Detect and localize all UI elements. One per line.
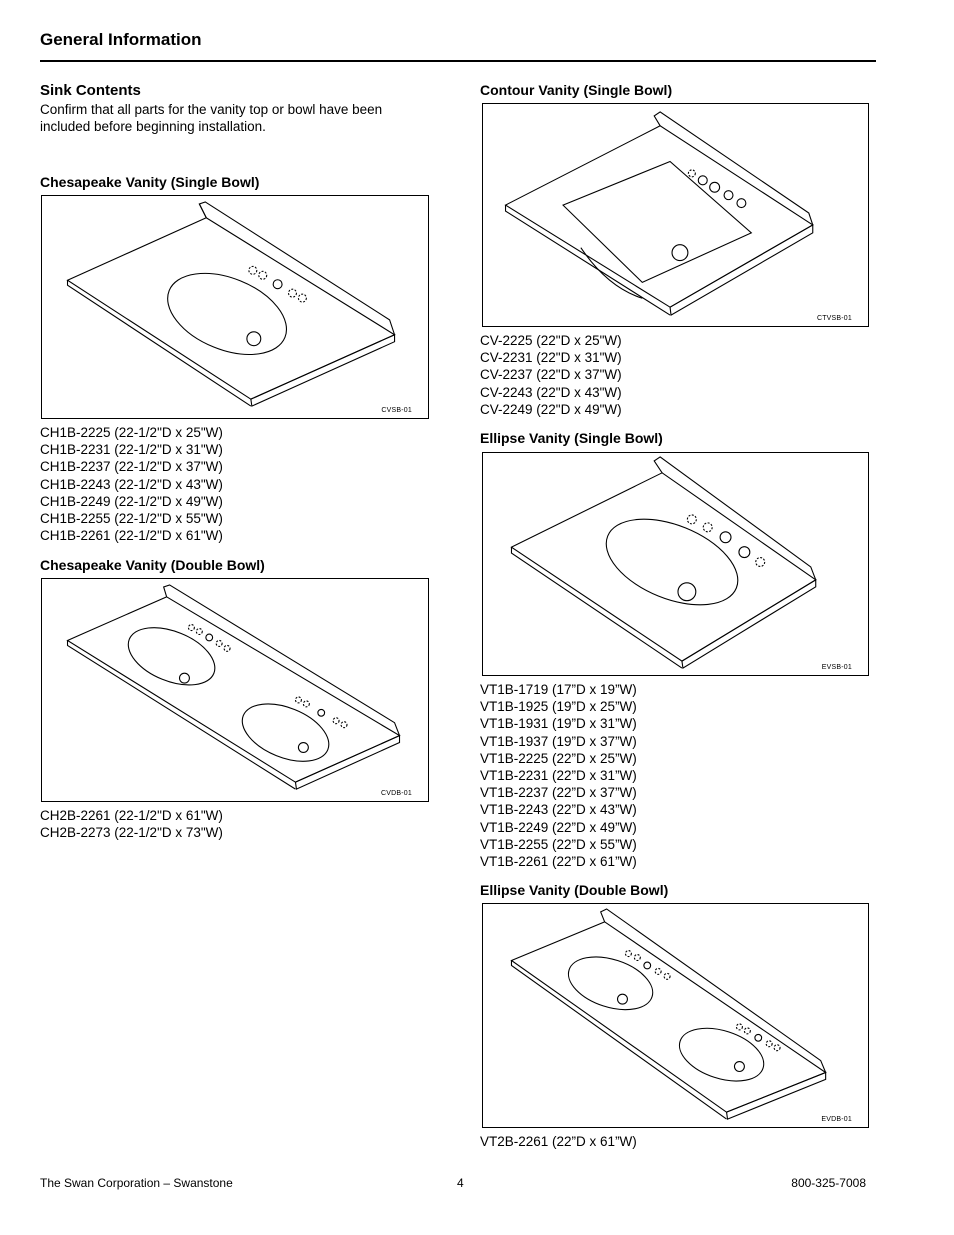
ellipse-single-model-list bbox=[480, 681, 637, 870]
contour-single-title: Contour Vanity (Single Bowl) bbox=[480, 82, 673, 98]
page-header-title: General Information bbox=[40, 30, 202, 49]
chesapeake-double-figure-code: CVDB-01 bbox=[381, 790, 412, 797]
ellipse-double-title: Ellipse Vanity (Double Bowl) bbox=[480, 882, 669, 898]
ellipse-single-title: Ellipse Vanity (Single Bowl) bbox=[480, 430, 663, 446]
list-item: CH1B-2261 (22-1/2"D x 61"W) bbox=[40, 528, 223, 544]
header-divider bbox=[40, 60, 876, 62]
list-item: VT1B-2231 (22”D x 31”W) bbox=[480, 768, 637, 784]
ellipse-single-figure-code: EVSB-01 bbox=[821, 664, 852, 671]
list-item: VT1B-1719 (17”D x 19”W) bbox=[480, 682, 637, 697]
chesapeake-single-model-list bbox=[40, 424, 223, 544]
list-item: CV-2249 (22"D x 49"W) bbox=[480, 401, 622, 417]
contour-single-figure-code: CTVSB-01 bbox=[816, 315, 852, 322]
footer-company: The Swan Corporation – Swanstone bbox=[40, 1176, 233, 1190]
sink-contents-title: Sink Contents bbox=[40, 82, 141, 99]
list-item: CH1B-2231 (22-1/2"D x 31"W) bbox=[40, 442, 223, 458]
list-item: CH1B-2243 (22-1/2"D x 43"W) bbox=[40, 476, 223, 492]
list-item: CV-2237 (22"D x 37"W) bbox=[480, 367, 622, 383]
chesapeake-single-title: Chesapeake Vanity (Single Bowl) bbox=[40, 174, 260, 190]
list-item: CH1B-2255 (22-1/2"D x 55"W) bbox=[40, 511, 223, 527]
chesapeake-single-drawing bbox=[42, 196, 428, 418]
contour-single-figure bbox=[482, 103, 869, 327]
list-item: VT1B-2243 (22”D x 43”W) bbox=[480, 802, 637, 818]
list-item: VT1B-2249 (22”D x 49”W) bbox=[480, 819, 637, 835]
chesapeake-double-title: Chesapeake Vanity (Double Bowl) bbox=[40, 557, 265, 573]
list-item: VT1B-1925 (19”D x 25”W) bbox=[480, 699, 637, 715]
list-item: CH2B-2273 (22-1/2"D x 73"W) bbox=[40, 825, 223, 841]
list-item: CV-2225 (22"D x 25"W) bbox=[480, 333, 622, 348]
ellipse-single-drawing bbox=[483, 453, 868, 675]
chesapeake-single-figure-code: CVSB-01 bbox=[381, 407, 412, 414]
chesapeake-single-figure bbox=[41, 195, 429, 419]
list-item: CH1B-2225 (22-1/2"D x 25"W) bbox=[40, 425, 223, 440]
chesapeake-double-figure bbox=[41, 578, 429, 802]
list-item: CH1B-2249 (22-1/2"D x 49"W) bbox=[40, 493, 223, 509]
footer-phone: 800-325-7008 bbox=[791, 1176, 866, 1190]
ellipse-double-drawing bbox=[483, 904, 868, 1127]
list-item: VT2B-2261 (22”D x 61”W) bbox=[480, 1134, 637, 1149]
sink-contents-description: Confirm that all parts for the vanity top or bowl have been included before beginning installation. bbox=[40, 102, 383, 134]
list-item: VT1B-2237 (22”D x 37”W) bbox=[480, 785, 637, 801]
ellipse-single-figure bbox=[482, 452, 869, 676]
ellipse-double-figure bbox=[482, 903, 869, 1128]
list-item: CH1B-2237 (22-1/2"D x 37"W) bbox=[40, 459, 223, 475]
contour-single-model-list bbox=[480, 332, 622, 418]
list-item: VT1B-1931 (19”D x 31”W) bbox=[480, 716, 637, 732]
list-item: CV-2231 (22"D x 31"W) bbox=[480, 350, 622, 366]
chesapeake-double-drawing bbox=[42, 579, 428, 801]
list-item: VT1B-2255 (22”D x 55”W) bbox=[480, 836, 637, 852]
list-item: VT1B-1937 (19”D x 37”W) bbox=[480, 733, 637, 749]
list-item: CV-2243 (22"D x 43"W) bbox=[480, 384, 622, 400]
ellipse-double-model-list bbox=[480, 1133, 637, 1150]
footer-page-number: 4 bbox=[457, 1176, 464, 1190]
list-item: VT1B-2225 (22”D x 25”W) bbox=[480, 750, 637, 766]
chesapeake-double-model-list bbox=[40, 807, 223, 841]
list-item: VT1B-2261 (22”D x 61”W) bbox=[480, 854, 637, 870]
list-item: CH2B-2261 (22-1/2"D x 61"W) bbox=[40, 808, 223, 823]
contour-single-drawing bbox=[483, 104, 868, 326]
ellipse-double-figure-code: EVDB-01 bbox=[821, 1116, 852, 1123]
